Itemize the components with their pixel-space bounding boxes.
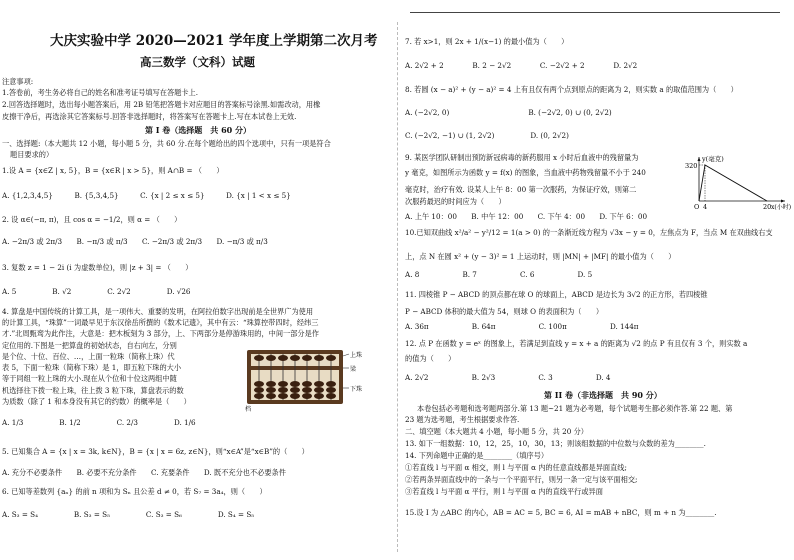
question-4-line: 是个位、十位、百位、…，上面一粒珠（简称上珠）代 (2, 352, 175, 361)
question-9: 9. 某医学团队研制出预防新冠病毒的新药服用 x 小时后血液中的残留量为 (405, 153, 639, 162)
question-14-item-2: ②若两条异面直线中的一条与一个平面平行，则另一条一定与该平面相交; (405, 475, 638, 484)
section-one-title-cont: 题目要求的） (10, 150, 54, 159)
question-1-options: A. {1,2,3,4,5} B. {5,3,4,5} C. {x | 2 ≤ x ≤ 5} D. {x | 1 < x ≤ 5} (2, 191, 291, 200)
question-2-options: A. −2π/3 或 2π/3 B. −π/3 或 π/3 C. −2π/3 或 2π/3 D. −π/3 或 π/3 (2, 237, 268, 246)
graph-x-label: x(小时) (771, 204, 792, 211)
question-15: 15.设 I 为 △ABC 的内心，AB = AC = 5, BC = 6, AI = mAB + nBC，则 m + n 为________. (405, 508, 717, 517)
graph-origin: O (694, 203, 700, 211)
question-9-options: A. 上午 10：00 B. 中午 12：00 C. 下午 4：00 D. 下午 6：00 (405, 212, 648, 221)
drug-residue-graph (685, 153, 790, 213)
abacus-frame-label: 档 (245, 406, 252, 413)
graph-x-tick-20: 20 (763, 203, 772, 211)
question-11-line: P − ABCD 体积的最大值为 54，则球 O 的表面积为（ ） (405, 307, 604, 316)
question-11-options: A. 36π B. 64π C. 100π D. 144π (405, 322, 639, 331)
part2-heading: 第 II 卷（非选择题 共 90 分） (544, 390, 662, 400)
question-4-line: 机选择往下拨一粒上珠，往上拨 3 粒下珠，算盘表示的数 (2, 386, 184, 395)
section-two-title: 二、填空题（本大题共 4 小题，每小题 5 分，共 20 分） (405, 427, 588, 436)
graph-x-tick-4: 4 (703, 203, 708, 211)
question-6: 6. 已知等差数列 {aₙ} 的前 n 项和为 Sₙ 且公差 d ≠ 0，若 S₇ = 3a₄，则（ ） (2, 487, 267, 496)
question-4-line: 为质数（除了 1 和本身没有其它的约数）的概率是（ ） (2, 397, 191, 406)
question-12-options: A. 2√2 B. 2√3 C. 3 D. 4 (405, 373, 611, 382)
part2-intro: 本卷包括必考题和选考题两部分.第 13 题~21 题为必考题，每个试题考生都必须作答.第 22 题、第 (417, 404, 733, 413)
question-10-line: 上，点 N 在圆 x² + (y − 3)² = 1 上运动时，则 |MN| + |MF| 的最小值为（ ） (405, 252, 676, 261)
exam-title: 大庆实验中学 2020—2021 学年度上学期第二次月考 (50, 33, 378, 49)
exam-subtitle: 高三数学（文科）试题 (140, 55, 255, 69)
abacus-illustration (245, 348, 363, 413)
question-5: 5. 已知集合 A = {x | x = 3k, k∈N}，B = {x | x = 6z, z∈N}，则“x∈A”是“x∈B”的（ ） (2, 447, 309, 456)
question-14: 14. 下列命题中正确的是________（填序号） (405, 451, 549, 460)
question-4-line: 等于同组一粒上珠的大小.现在从个位和十位这两组中随 (2, 374, 177, 383)
question-3: 3. 复数 z = 1 − 2i (i 为虚数单位)，则 |z + 3| = （ ） (2, 263, 193, 272)
note-line: 1.答卷前，考生务必将自己的姓名和准考证号填写在答题卡上. (2, 88, 199, 97)
question-14-item-3: ③若直线 l 与平面 α 平行，则 l 与平面 α 内的直线平行或异面 (405, 487, 603, 496)
part1-heading: 第 I 卷（选择题 共 60 分） (145, 125, 252, 135)
question-5-options: A. 充分不必要条件 B. 必要不充分条件 C. 充要条件 D. 既不充分也不必要条件 (2, 468, 286, 477)
question-4-line: 定位用的.下图是一把算盘的初始状态，自右向左，分别 (2, 341, 177, 350)
question-10-options: A. 8 B. 7 C. 6 D. 5 (405, 270, 593, 279)
question-8-options-ab: A. (−2√2, 0) B. (−2√2, 0) ∪ (0, 2√2) (405, 108, 612, 117)
question-4-options: A. 1/3 B. 1/2 C. 2/3 D. 1/6 (2, 418, 196, 427)
question-4-line: 表 5，下面一粒珠（简称下珠）是 1，即五粒下珠的大小 (2, 363, 182, 372)
question-10: 10.已知双曲线 x²/a² − y²/12 = 1(a > 0) 的一条渐近线方程为 √3x − y = 0，左焦点为 F，当点 M 在双曲线右支 (405, 228, 773, 237)
question-3-options: A. 5 B. √2 C. 2√2 D. √26 (2, 287, 191, 296)
question-9-line: 毫克时，治疗有效. 设某人上午 8：00 第一次服药，为保证疗效，则第二 (405, 185, 637, 194)
question-2: 2. 设 α∈(−π, π)，且 cos α = −1/2，则 α = （ ） (2, 215, 182, 224)
graph-drawing (685, 153, 790, 213)
top-rule (410, 12, 780, 13)
graph-y-tick: 320 (685, 162, 698, 170)
note-line: 2.回答选择题时，选出每小题答案后，用 2B 铅笔把答题卡对应题目的答案标号涂黑.如需改动，用橡 (2, 100, 321, 109)
question-11: 11. 四棱锥 P − ABCD 的顶点都在球 O 的球面上，ABCD 是边长为 3√2 的正方形，若四棱锥 (405, 290, 708, 299)
part2-intro-cont: 23 题为选考题，考生根据要求作答. (405, 415, 520, 424)
question-12-line: 的值为（ ） (405, 354, 456, 363)
abacus-lower-label: 下珠 (350, 386, 363, 393)
abacus-drawing (245, 348, 363, 413)
question-14-item-1: ①若直线 l 与平面 α 相交，则 l 与平面 α 内的任意直线都是异面直线; (405, 463, 627, 472)
question-4-line: 的计算工具，“珠算”一词最早见于东汉徐岳所撰的《数术记遗》，其中有云：“珠算控带四时，经纬三 (2, 318, 319, 327)
question-4-line: 才.”北周甄鸾为此作注，大意是：把木板刻为 3 部分，上、下两部分是停游珠用的，中间一部分是作 (2, 329, 319, 338)
note-line: 皮擦干净后，再选涂其它答案标号.回答非选择题时，将答案写在答题卡上.写在本试卷上无效. (2, 112, 297, 121)
notes-heading: 注意事项: (2, 77, 34, 86)
abacus-beam-label: 梁 (350, 366, 357, 373)
question-7: 7. 若 x>1，则 2x + 1/(x−1) 的最小值为（ ） (405, 37, 569, 46)
section-one-title: 一、选择题:（本大题共 12 小题，每小题 5 分，共 60 分.在每个题给出的四个选项中，只有一项是符合 (2, 139, 331, 148)
column-divider (397, 22, 398, 552)
question-12: 12. 点 P 在函数 y = eˣ 的图象上，若满足到直线 y = x + a 的距离为 √2 的点 P 有且仅有 3 个，则实数 a (405, 339, 748, 348)
question-4: 4. 算盘是中国传统的计算工具，是一项伟大、重要的发明，在阿拉伯数字出现前是全世界广为使用 (2, 307, 314, 316)
question-9-line: 次服药最迟的时间应为（ ） (405, 197, 506, 206)
question-8-options-cd: C. (−2√2, −1) ∪ (1, 2√2) D. (0, 2√2) (405, 131, 569, 140)
question-1: 1.设 A = {x∈Z | x, 5}，B = {x∈R | x > 5}，则 A∩B = （ ） (2, 166, 224, 175)
question-6-options: A. S₃ = S₄ B. S₃ = S₅ C. S₃ = S₆ D. S₄ = S₅ (2, 510, 255, 519)
graph-y-label: y(毫克) (702, 155, 724, 163)
abacus-upper-label: 上珠 (350, 352, 363, 359)
question-7-options: A. 2√2 + 2 B. 2 − 2√2 C. −2√2 + 2 D. 2√2 (405, 61, 638, 70)
question-13: 13. 如下一组数据：10，12，25，10，30，13；则该组数据的中位数与众数的差为________. (405, 439, 706, 448)
question-9-line: y 毫克，如图所示为函数 y = f(x) 的图象，当血液中药物残留量不小于 240 (405, 168, 646, 177)
question-8: 8. 若圆 (x − a)² + (y − a)² = 4 上有且仅有两个点到原点的距离为 2，则实数 a 的取值范围为（ ） (405, 85, 738, 94)
